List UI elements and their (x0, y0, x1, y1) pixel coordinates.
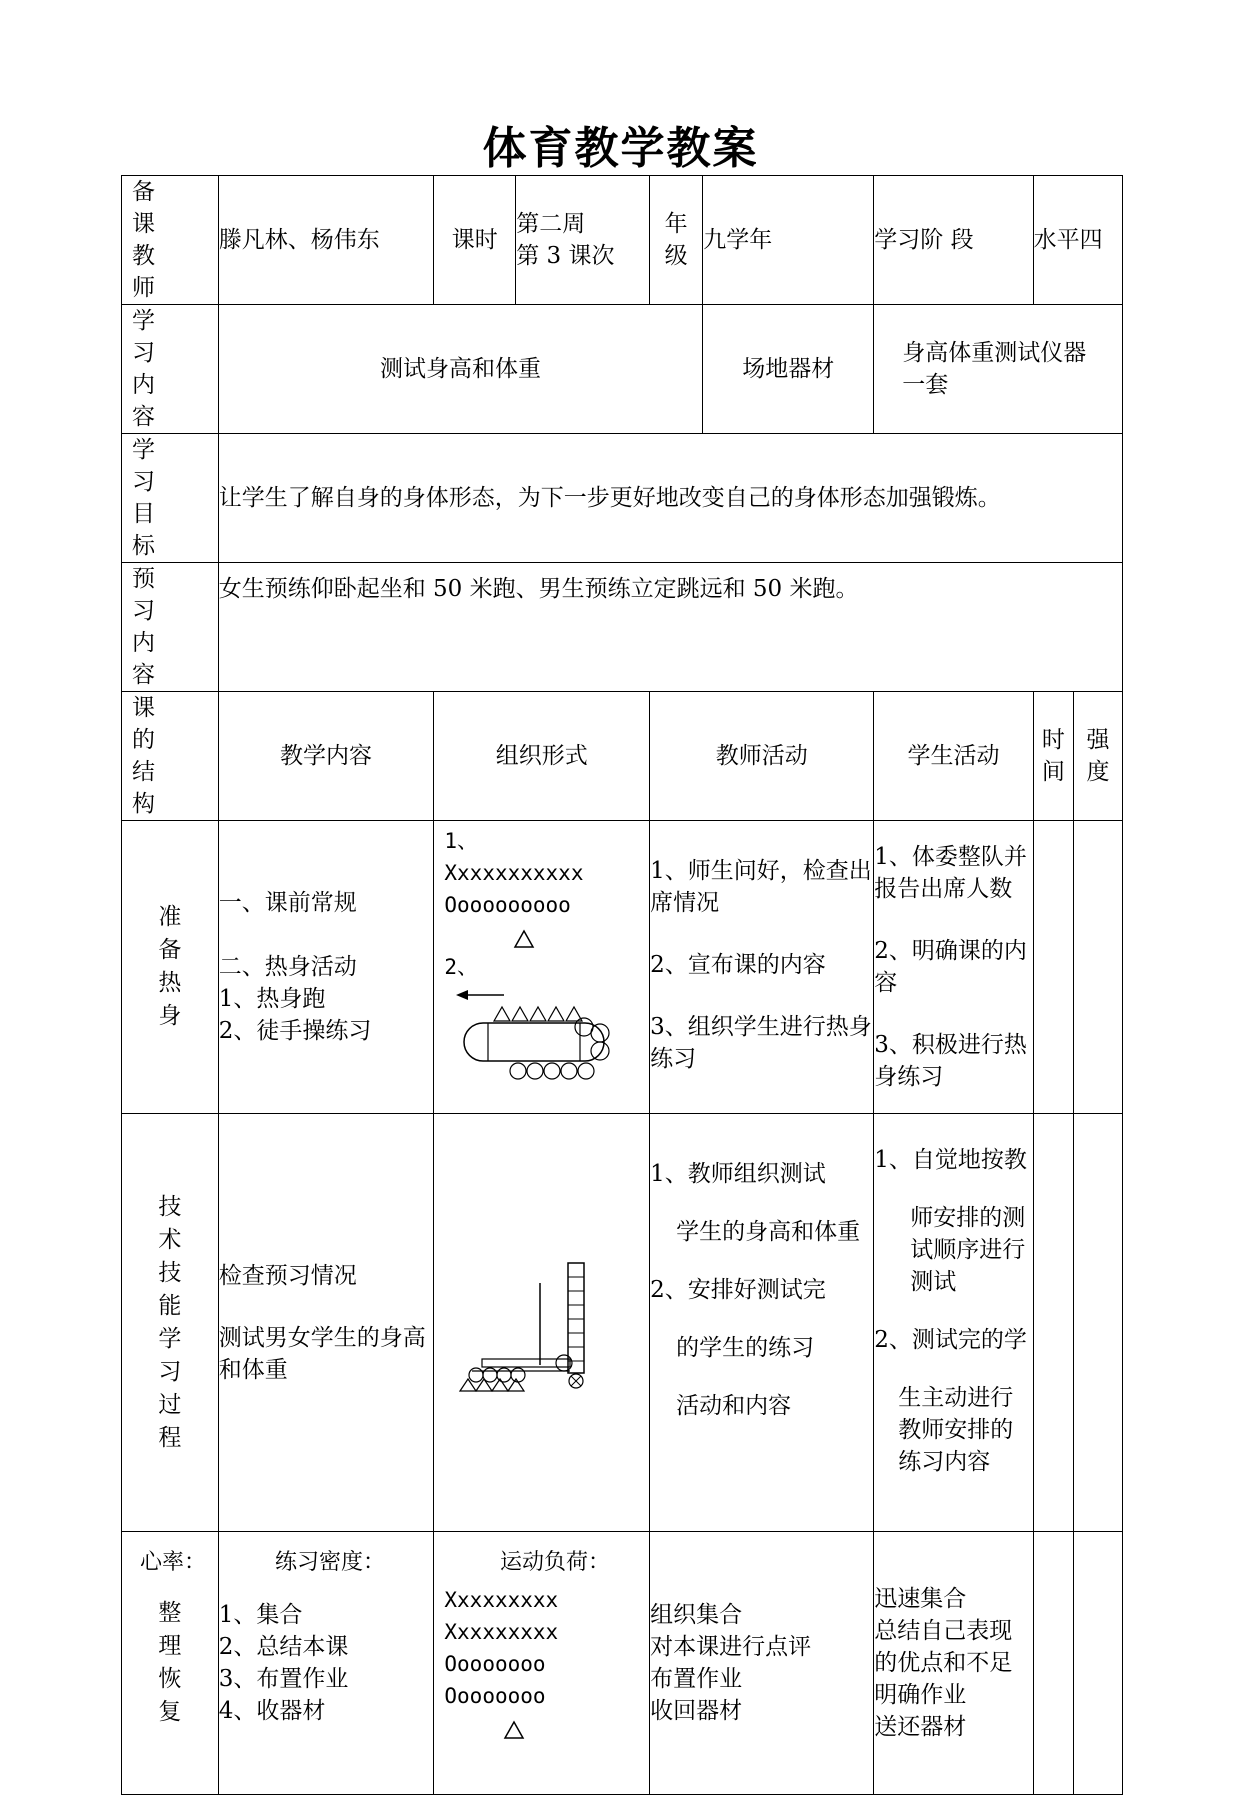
col-content: 教学内容 (218, 692, 434, 821)
cooldown-org-row-2: Xxxxxxxxx (444, 1620, 559, 1644)
warmup-teacher (650, 821, 874, 1114)
equipment-value-1: 身高体重测试仪器 (902, 340, 1087, 366)
skill-student (874, 1114, 1033, 1532)
warmup-content-1: 一、课前常规 (218, 890, 357, 916)
col-teacher: 教师活动 (650, 692, 874, 821)
footer-load: 运动负荷： (500, 1550, 611, 1575)
grade-label-1: 年 (664, 211, 688, 237)
warmup-content-gap (219, 919, 434, 951)
content-value: 测试身高和体重 (218, 305, 703, 434)
equipment-value-2: 一套 (902, 372, 949, 398)
warmup-content-4: 2、徒手操练习 (218, 1018, 372, 1044)
teacher-label-1: 备 课 (132, 179, 169, 237)
skill-student-4: 生主动进行教师安排的练习内容 (898, 1385, 1014, 1475)
skill-content (218, 1114, 434, 1532)
warmup-name: 准备热身 (158, 904, 182, 1029)
grade-label-2: 级 (664, 243, 688, 269)
preview-label-cell (122, 563, 219, 692)
preview-value: 女生预练仰卧起坐和 50 米跑、男生预练立定跳远和 50 米跑。 (218, 563, 1122, 692)
warmup-teacher-2: 2、宣布课的内容 (650, 952, 826, 978)
cooldown-student-1: 迅速集合 (874, 1586, 967, 1612)
cooldown-teacher-marker (434, 1712, 634, 1742)
goal-value: 让学生了解自身的身体形态，为下一步更好地改变自己的身体形态加强锻炼。 (218, 434, 1122, 563)
section-skill (122, 1114, 1123, 1532)
warmup-track-diagram (434, 983, 634, 1093)
grade-label-cell (650, 176, 703, 305)
col-intensity-1: 强 (1086, 727, 1110, 753)
skill-teacher-2: 学生的身高和体重 (676, 1219, 861, 1245)
col-intensity-cell (1074, 692, 1123, 821)
warmup-teacher-3: 3、组织学生进行热身练习 (650, 1014, 872, 1072)
cooldown-content-3: 3、布置作业 (218, 1666, 349, 1692)
col-student: 学生活动 (874, 692, 1033, 821)
skill-teacher (650, 1114, 874, 1532)
footer-density: 练习密度： (275, 1550, 386, 1575)
cooldown-content-4: 4、收器材 (218, 1698, 326, 1724)
skill-teacher-4: 的学生的练习 (676, 1335, 815, 1361)
cooldown-content-2: 2、总结本课 (218, 1634, 349, 1660)
col-organization: 组织形式 (434, 692, 650, 821)
warmup-time (1033, 821, 1073, 1114)
warmup-student-3: 3、积极进行热身练习 (874, 1032, 1027, 1090)
col-structure-1: 课 的 (132, 695, 169, 753)
preview-label-2: 内 容 (132, 630, 169, 688)
preview-label-1: 预 习 (132, 566, 169, 624)
period-value-cell (516, 176, 650, 305)
col-intensity-2: 度 (1086, 759, 1110, 785)
warmup-student-1: 1、体委整队并报告出席人数 (874, 844, 1027, 902)
grade-value: 九学年 (703, 176, 874, 305)
period-lesson: 第 3 课次 (516, 243, 615, 269)
cooldown-org-row-4: Oooooooo (444, 1684, 546, 1708)
warmup-content-3: 1、热身跑 (218, 986, 326, 1012)
skill-intensity (1074, 1114, 1123, 1532)
skill-student-1: 1、自觉地按教 (874, 1147, 1027, 1173)
col-time-1: 时 (1041, 727, 1065, 753)
warmup-content (218, 821, 434, 1114)
cooldown-name: 整理恢复 (158, 1600, 182, 1725)
skill-student-3: 2、测试完的学 (874, 1327, 1027, 1353)
teacher-label-cell (122, 176, 219, 305)
content-label-1: 学 习 (132, 308, 169, 366)
content-label-2: 内 容 (132, 372, 169, 430)
header-row-goal (122, 434, 1123, 563)
skill-name: 技术技能学习过程 (158, 1193, 182, 1451)
stage-value: 水平四 (1033, 176, 1122, 305)
skill-teacher-1: 1、教师组织测试 (650, 1161, 826, 1187)
equipment-value-cell (874, 305, 1123, 434)
header-row-teacher (122, 176, 1123, 305)
goal-label-cell (122, 434, 219, 563)
skill-name-cell (122, 1114, 219, 1532)
stage-label: 学习阶 段 (874, 176, 1033, 305)
page-title: 体育教学教案 (482, 123, 759, 174)
col-time-cell (1033, 692, 1073, 821)
skill-time (1033, 1114, 1073, 1532)
teacher-label-2: 教 师 (132, 243, 169, 301)
skill-teacher-3: 2、安排好测试完 (650, 1277, 826, 1303)
warmup-teacher-marker (434, 921, 634, 951)
footer-heart-rate: 心率： (140, 1550, 207, 1575)
period-week: 第二周 (516, 211, 586, 237)
footer (0, 1545, 1241, 1579)
cooldown-teacher-4: 收回器材 (650, 1698, 743, 1724)
skill-organization (434, 1114, 650, 1532)
warmup-org-label1: 1、 (444, 829, 479, 853)
cooldown-teacher-3: 布置作业 (650, 1666, 743, 1692)
teacher-value: 滕凡林、杨伟东 (218, 176, 434, 305)
warmup-student (874, 821, 1033, 1114)
header-row-content (122, 305, 1123, 434)
cooldown-org-row-3: Oooooooo (444, 1652, 546, 1676)
warmup-organization (434, 821, 650, 1114)
skill-student-2: 师安排的测试顺序进行测试 (910, 1205, 1026, 1295)
skill-teacher-5: 活动和内容 (676, 1393, 792, 1419)
warmup-org-label2: 2、 (444, 955, 479, 979)
warmup-org-row-o: Oooooooooo (444, 893, 571, 917)
cooldown-teacher-2: 对本课进行点评 (650, 1634, 812, 1660)
warmup-student-2: 2、明确课的内容 (874, 938, 1027, 996)
section-warmup (122, 821, 1123, 1114)
col-structure-cell (122, 692, 219, 821)
goal-label-2: 目 标 (132, 501, 169, 559)
warmup-teacher-1: 1、师生问好，检查出席情况 (650, 858, 872, 916)
content-label-cell (122, 305, 219, 434)
period-label: 课时 (434, 176, 516, 305)
skill-content-1: 检查预习情况 (218, 1262, 357, 1289)
cooldown-org-row-1: Xxxxxxxxx (444, 1588, 559, 1612)
cooldown-student-2: 总结自己表现的优点和不足 (874, 1618, 1013, 1676)
cooldown-student-3: 明确作业 (874, 1682, 967, 1708)
cooldown-student-4: 送还器材 (874, 1714, 967, 1740)
cooldown-content-1: 1、集合 (218, 1602, 303, 1628)
col-structure-2: 结 构 (132, 759, 169, 817)
col-time-2: 间 (1041, 759, 1065, 785)
column-header-row (122, 692, 1123, 821)
warmup-intensity (1074, 821, 1123, 1114)
skill-measure-diagram (442, 1253, 642, 1393)
warmup-org-row-x: Xxxxxxxxxxx (444, 861, 584, 885)
equipment-label: 场地器材 (703, 305, 874, 434)
header-row-preview (122, 563, 1123, 692)
skill-content-2: 测试男女学生的身高和体重 (218, 1324, 426, 1383)
cooldown-teacher-1: 组织集合 (650, 1602, 743, 1628)
warmup-content-2: 二、热身活动 (218, 954, 357, 980)
warmup-name-cell (122, 821, 219, 1114)
goal-label-1: 学 习 (132, 437, 169, 495)
